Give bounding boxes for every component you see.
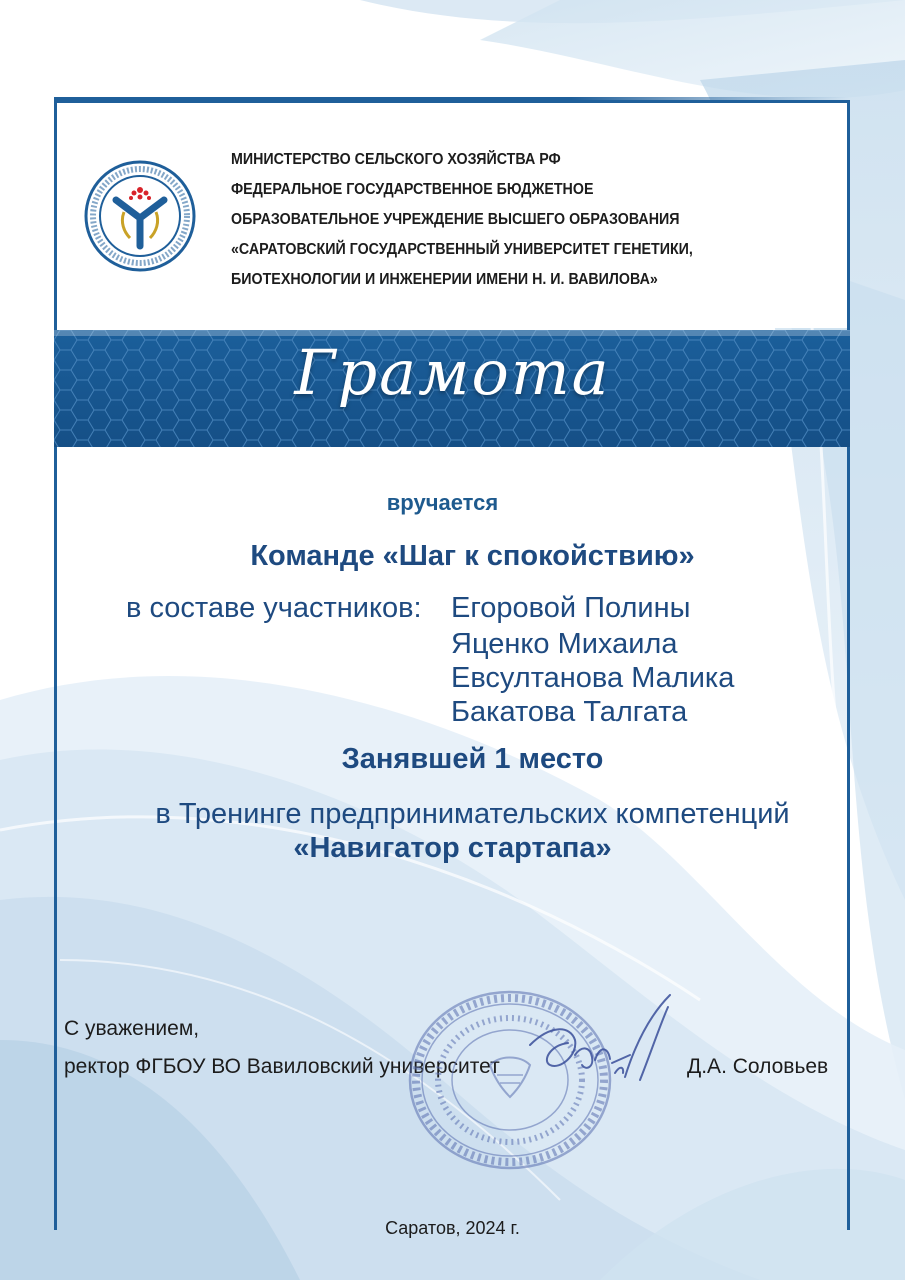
certificate-title: Грамота <box>294 336 611 409</box>
member-name: Бакатова Талгата <box>451 696 688 728</box>
training-name: «Навигатор стартапа» <box>293 832 612 864</box>
awarded-label: вручается <box>386 490 499 515</box>
signer-name: Д.А. Соловьев <box>687 1055 829 1078</box>
header-line: МИНИСТЕРСТВО СЕЛЬСКОГО ХОЗЯЙСТВА РФ <box>231 151 561 168</box>
header-line: ФЕДЕРАЛЬНОЕ ГОСУДАРСТВЕННОЕ БЮДЖЕТНОЕ <box>231 181 594 198</box>
member-name: Яценко Михаила <box>451 628 678 660</box>
member-name: Егоровой Полины <box>451 592 691 624</box>
place-text: Занявшей 1 место <box>341 743 604 775</box>
header-line: «САРАТОВСКИЙ ГОСУДАРСТВЕННЫЙ УНИВЕРСИТЕТ ГЕНЕТИКИ, <box>231 241 693 258</box>
team-name: Команде «Шаг к спокойствию» <box>250 540 695 572</box>
signature-icon <box>520 985 680 1095</box>
regards-text: С уважением, <box>64 1017 200 1040</box>
composition-label: в составе участников: <box>126 592 422 624</box>
member-name: Евсултанова Малика <box>451 662 735 694</box>
header-line: БИОТЕХНОЛОГИИ И ИНЖЕНЕРИИ ИМЕНИ Н. И. ВАВИЛОВА» <box>231 271 658 288</box>
rector-title: ректор ФГБОУ ВО Вавиловский университет <box>64 1055 500 1078</box>
header-line: ОБРАЗОВАТЕЛЬНОЕ УЧРЕЖДЕНИЕ ВЫСШЕГО ОБРАЗОВАНИЯ <box>231 211 680 228</box>
city-year: Саратов, 2024 г. <box>385 1218 520 1238</box>
training-text: в Тренинге предпринимательских компетенций <box>155 798 790 830</box>
